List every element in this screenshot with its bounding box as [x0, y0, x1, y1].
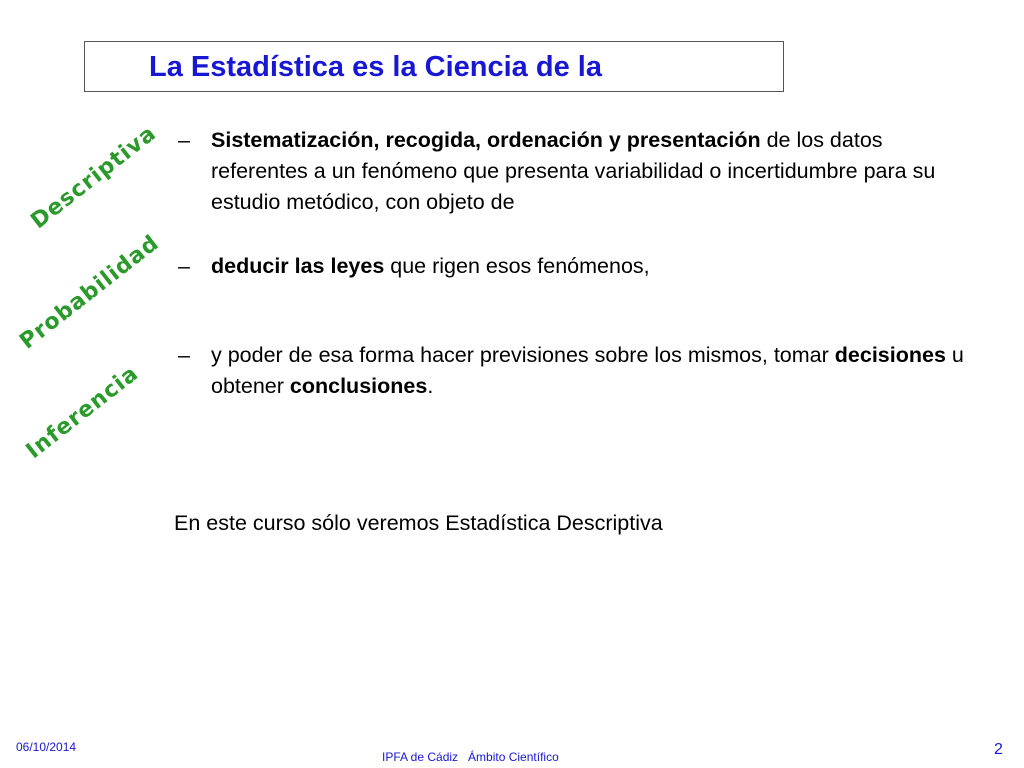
footer-date: 06/10/2014 — [16, 740, 77, 754]
bullet-dash: – — [178, 343, 190, 367]
bullet-dash: – — [178, 128, 190, 152]
label-inferencia: Inferencia — [21, 361, 144, 464]
bullet-bold-conclusiones: conclusiones — [289, 374, 428, 398]
bullet-text: de los datos referentes a un fenómeno que presenta variabilidad o incertidumbre para su estudio metódico, con objeto de — [211, 128, 936, 214]
bullet-deducir — [178, 251, 968, 282]
bullet-bold-decisiones: decisiones — [834, 343, 946, 367]
bullet-text: que rigen esos fenómenos, — [384, 254, 650, 278]
label-descriptiva: Descriptiva — [26, 120, 162, 235]
bullet-body — [211, 340, 968, 402]
course-note: En este curso sólo veremos Estadística Descriptiva — [174, 511, 663, 535]
page-number: 2 — [994, 741, 1003, 758]
label-probabilidad: Probabilidad — [15, 230, 165, 355]
footer-institution: IPFA de Cádiz Ámbito Científico — [382, 750, 559, 764]
title-box — [84, 41, 784, 92]
bullet-sistematizacion — [178, 125, 968, 218]
bullet-text: y poder de esa forma hacer previsiones sobre los mismos, tomar — [211, 343, 835, 367]
slide-title: La Estadística es la Ciencia de la — [149, 51, 602, 83]
bullet-body — [211, 125, 968, 218]
bullet-bold-text: Sistematización, recogida, ordenación y presentación — [211, 128, 761, 152]
bullet-body — [211, 251, 968, 282]
bullet-previsiones — [178, 340, 968, 402]
bullet-text: u obtener — [211, 343, 964, 398]
bullet-text: . — [427, 374, 434, 398]
bullet-bold-text: deducir las leyes — [211, 254, 385, 278]
bullet-dash: – — [178, 254, 190, 278]
